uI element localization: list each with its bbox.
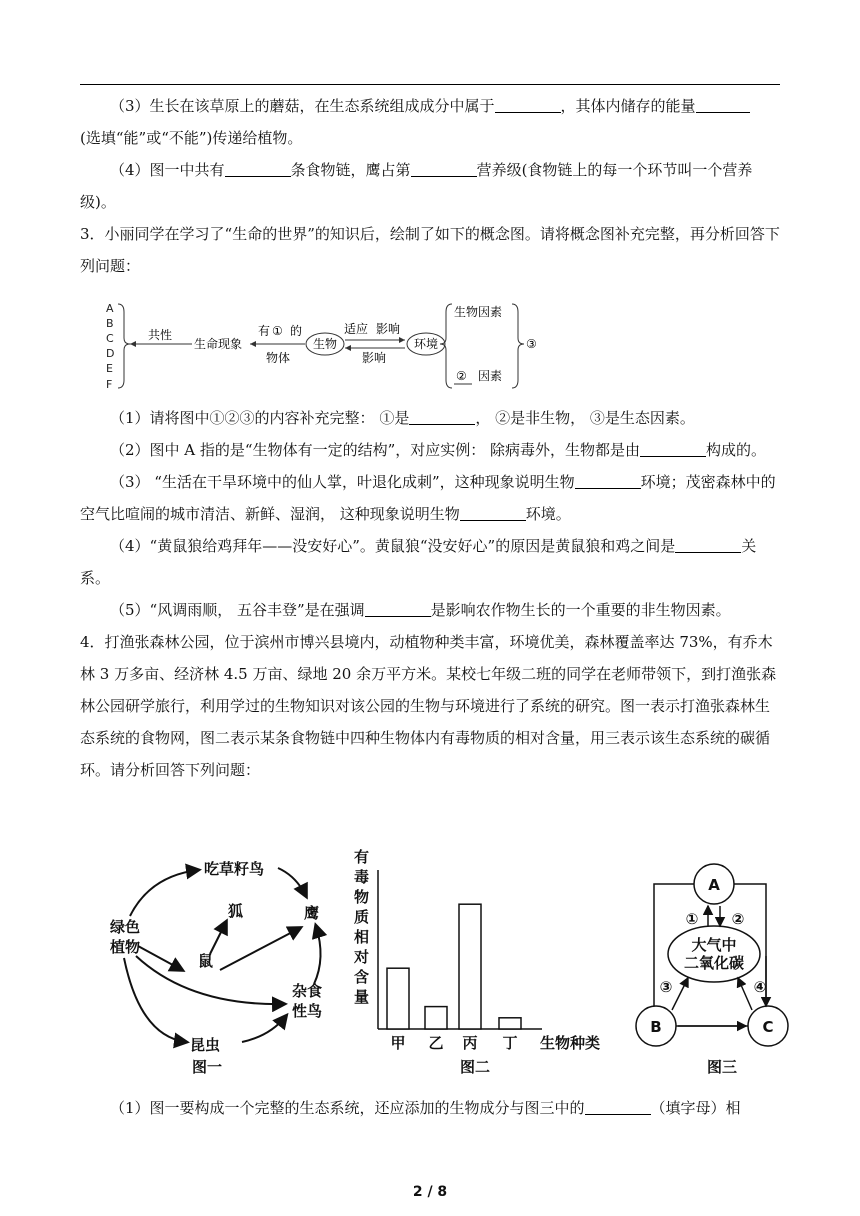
- label-shengwuyinsu: 生物因素: [454, 305, 503, 319]
- label-huanjing: 环境: [414, 337, 439, 351]
- node-eagle: 鹰: [304, 904, 320, 922]
- q4-questions: [80, 1092, 780, 1124]
- figure-1-food-web: [100, 846, 340, 1080]
- node-plant-1: 绿色: [110, 918, 141, 936]
- bar-0: [387, 968, 409, 1029]
- q4-part1: （1）图一要构成一个完整的生态系统，还应添加的生物成分与图三中的 （填字母）相: [80, 1092, 780, 1124]
- page-number: 2 / 8: [412, 1184, 448, 1200]
- q3-stem: 3．小丽同学在学习了“生命的世界”的知识后，绘制了如下的概念图。请将概念图补充完整，再分析回答下列问题：: [80, 225, 780, 275]
- ylabel-char: 对: [354, 948, 370, 966]
- letter-b: B: [106, 317, 114, 330]
- node-bird: 吃草籽鸟: [204, 860, 265, 878]
- chart-xlabel: 生物种类: [540, 1034, 601, 1052]
- node-c: C: [762, 1018, 774, 1036]
- ylabel-char: 量: [354, 988, 370, 1006]
- ylabel-char: 相: [354, 928, 370, 946]
- label-n1: ①: [685, 910, 699, 928]
- label-yingxiang2: 影响: [362, 351, 387, 365]
- node-a: A: [708, 876, 720, 894]
- bar-1: [425, 1007, 447, 1029]
- caption-fig3: 图三: [706, 1058, 738, 1076]
- chart-ylabel: [353, 848, 369, 1006]
- node-insect: 昆虫: [190, 1036, 221, 1054]
- header-rule: [80, 84, 780, 85]
- label-circ3: ③: [526, 337, 537, 351]
- chart-bars: [387, 904, 521, 1029]
- label-yingxiang1: 影响: [376, 322, 401, 336]
- caption-fig1: 图一: [192, 1058, 223, 1076]
- concept-diagram: [100, 298, 560, 396]
- label-wuti: 物体: [266, 351, 291, 365]
- label-circ1: ①: [272, 324, 283, 338]
- q3-part4: （4）“黄鼠狼给鸡拜年——没安好心”。黄鼠狼“没安好心”的原因是黄鼠狼和鸡之间是 关系。: [80, 530, 780, 594]
- letter-d: D: [106, 347, 115, 360]
- center-line-2: 二氧化碳: [683, 954, 745, 972]
- label-n3: ③: [659, 978, 673, 996]
- bar-3: [499, 1018, 521, 1029]
- q4-stem: 4．打渔张森林公园，位于滨州市博兴县境内，动植物种类丰富，环境优美，森林覆盖率达 73%，有乔木林 3 万多亩、经济林 4.5 万亩、绿地 20 余万平方米。某校七年级二班的同学在老师带领下，到打渔张森林公园研学旅行，利用学过的生物知识对该公园的生物与环境进行了系统的研究。图一表示打渔张森林生态系统的食物网，图二表示某条食物链中四种生物体内有毒物质的相对含量，用三表示该生态系统的碳循环。请分析回答下列问题：: [80, 633, 777, 779]
- figure-2-chart: [352, 846, 628, 1080]
- xtick-label: 乙: [428, 1034, 444, 1052]
- label-circ2: ②: [456, 369, 467, 383]
- node-mouse: 鼠: [198, 952, 214, 970]
- letter-a: A: [106, 302, 114, 315]
- q3-part2: （2）图中 A 指的是“生物体有一定的结构”，对应实例： 除病毒外，生物都是由 构成的。: [80, 434, 780, 466]
- ylabel-char: 质: [354, 908, 370, 926]
- label-shiying: 适应: [344, 322, 369, 336]
- letter-f: F: [106, 378, 113, 391]
- q2-part3: （3）生长在该草原上的蘑菇，在生态系统组成成分中属于 ，其体内储存的能量: [80, 90, 780, 122]
- q3-questions: [80, 402, 780, 786]
- letter-c: C: [106, 332, 114, 345]
- node-fox: 狐: [228, 902, 244, 920]
- q3-part3: （3） “生活在干旱环境中的仙人掌，叶退化成刺”，这种现象说明生物 环境；茂密森林中的空气比喧闹的城市清洁、新鲜、湿润， 这种现象说明生物 环境。: [80, 466, 780, 530]
- node-omni-2: 性鸟: [292, 1002, 323, 1020]
- xtick-label: 甲: [390, 1034, 406, 1052]
- label-shengwu: 生物: [313, 337, 338, 351]
- q2-part3-cont: (选填“能”或“不能”)传递给植物。: [80, 129, 303, 147]
- label-de: 的: [290, 324, 303, 338]
- node-b: B: [650, 1018, 662, 1036]
- page-content: [80, 90, 780, 282]
- label-shengming: 生命现象: [194, 337, 243, 351]
- node-omni-1: 杂食: [292, 982, 323, 1000]
- q2-part4: （4）图一中共有 条食物链，鹰占第 营养级(食物链上的每一个环节叫一个营养级)。: [80, 154, 780, 218]
- letter-e: E: [106, 362, 113, 375]
- label-you: 有: [258, 324, 271, 338]
- chart-xticks: [390, 1034, 517, 1052]
- xtick-label: 丁: [502, 1034, 518, 1052]
- ylabel-char: 有: [354, 848, 370, 866]
- label-gongxing: 共性: [148, 328, 173, 342]
- node-plant-2: 植物: [110, 938, 141, 956]
- q3-part1: （1）请将图中①②③的内容补充完整： ①是 ， ②是非生物， ③是生态因素。: [80, 402, 780, 434]
- center-line-1: 大气中: [691, 936, 737, 954]
- label-n4: ④: [753, 978, 767, 996]
- caption-fig2: 图二: [460, 1058, 491, 1076]
- q3-part5: （5）“风调雨顺， 五谷丰登”是在强调 是影响农作物生长的一个重要的非生物因素。: [80, 594, 780, 626]
- ylabel-char: 物: [354, 888, 370, 906]
- figure-3-carbon-cycle: [632, 846, 792, 1080]
- label-yinsu: 因素: [478, 369, 503, 383]
- ylabel-char: 含: [354, 968, 370, 986]
- bar-2: [459, 904, 481, 1029]
- xtick-label: 丙: [462, 1034, 478, 1052]
- label-n2: ②: [731, 910, 745, 928]
- ylabel-char: 毒: [354, 868, 370, 886]
